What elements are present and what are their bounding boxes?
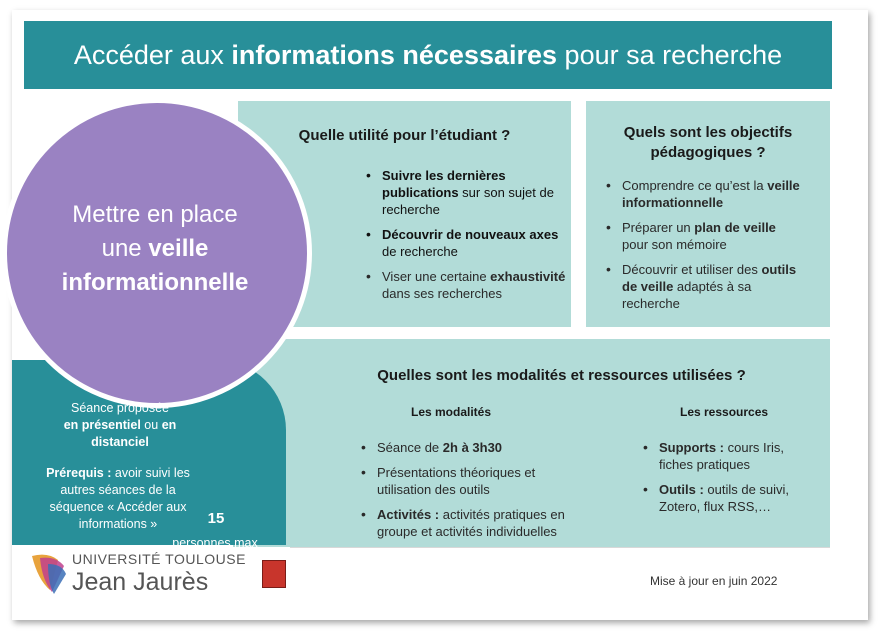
circle-text <box>30 198 280 300</box>
list-item: • Découvrir de nouveaux axes de recherche <box>364 226 569 260</box>
list-item: • Comprendre ce qu’est la veille informationnelle <box>604 177 804 211</box>
modalites-list <box>359 439 584 548</box>
title-post: pour sa recherche <box>557 39 783 70</box>
participant-count: 15 <box>207 510 225 527</box>
list-item: • Présentations théoriques et utilisation des outils <box>359 464 584 498</box>
panel-objectives-title: Quels sont les objectifs pédagogiques ? <box>623 124 793 161</box>
page-title <box>24 21 832 89</box>
circle-line1: Mettre en place <box>72 201 238 228</box>
participant-count-label: personnes max <box>172 536 258 550</box>
list-item: • Viser une certaine exhaustivité dans ses recherches <box>364 268 569 302</box>
list-item: • Préparer un plan de veille pour son mémoire <box>604 219 804 253</box>
list-item: • Séance de 2h à 3h30 <box>359 439 584 456</box>
update-date: Mise à jour en juin 2022 <box>650 574 778 588</box>
title-pre: Accéder aux <box>73 39 232 70</box>
list-item: • Découvrir et utiliser des outils de veille adaptés à sa recherche <box>604 261 804 312</box>
panel-student-title: Quelle utilité pour l’étudiant ? <box>298 127 511 144</box>
col-ressources-heading: Les ressources <box>680 405 769 419</box>
session-mode-text: Séance proposée en présentiel ou en distanciel <box>63 401 177 449</box>
list-item: • Outils : outils de suivi, Zotero, flux RSS,… <box>641 481 821 515</box>
col-modalites-heading: Les modalités <box>411 405 492 419</box>
student-list <box>364 167 569 310</box>
ressources-list <box>641 439 821 523</box>
logo-line1: UNIVERSITÉ TOULOUSE <box>72 551 246 567</box>
logo-line2: Jean Jaurès <box>72 568 209 596</box>
circle-line2: une veille <box>101 235 209 262</box>
university-logo-icon <box>28 550 68 596</box>
seal-icon <box>262 560 286 588</box>
list-item: • Supports : cours Iris, fiches pratiques <box>641 439 821 473</box>
panel-objectives <box>586 101 830 327</box>
footer-divider <box>290 547 830 548</box>
panel-modalities-title: Quelles sont les modalités et ressources utilisées ? <box>377 367 746 384</box>
list-item: • Activités : activités pratiques en groupe et activités individuelles <box>359 506 584 540</box>
circle-line3: informationnelle <box>61 269 249 296</box>
list-item: • Suivre les dernières publications sur son sujet de recherche <box>364 167 569 218</box>
prerequis-text: Prérequis : avoir suivi les autres séances de la séquence « Accéder aux informations » <box>46 466 190 531</box>
title-bold: informations nécessaires <box>231 39 558 70</box>
objectives-list <box>604 177 804 320</box>
panel-modalities <box>233 339 830 547</box>
